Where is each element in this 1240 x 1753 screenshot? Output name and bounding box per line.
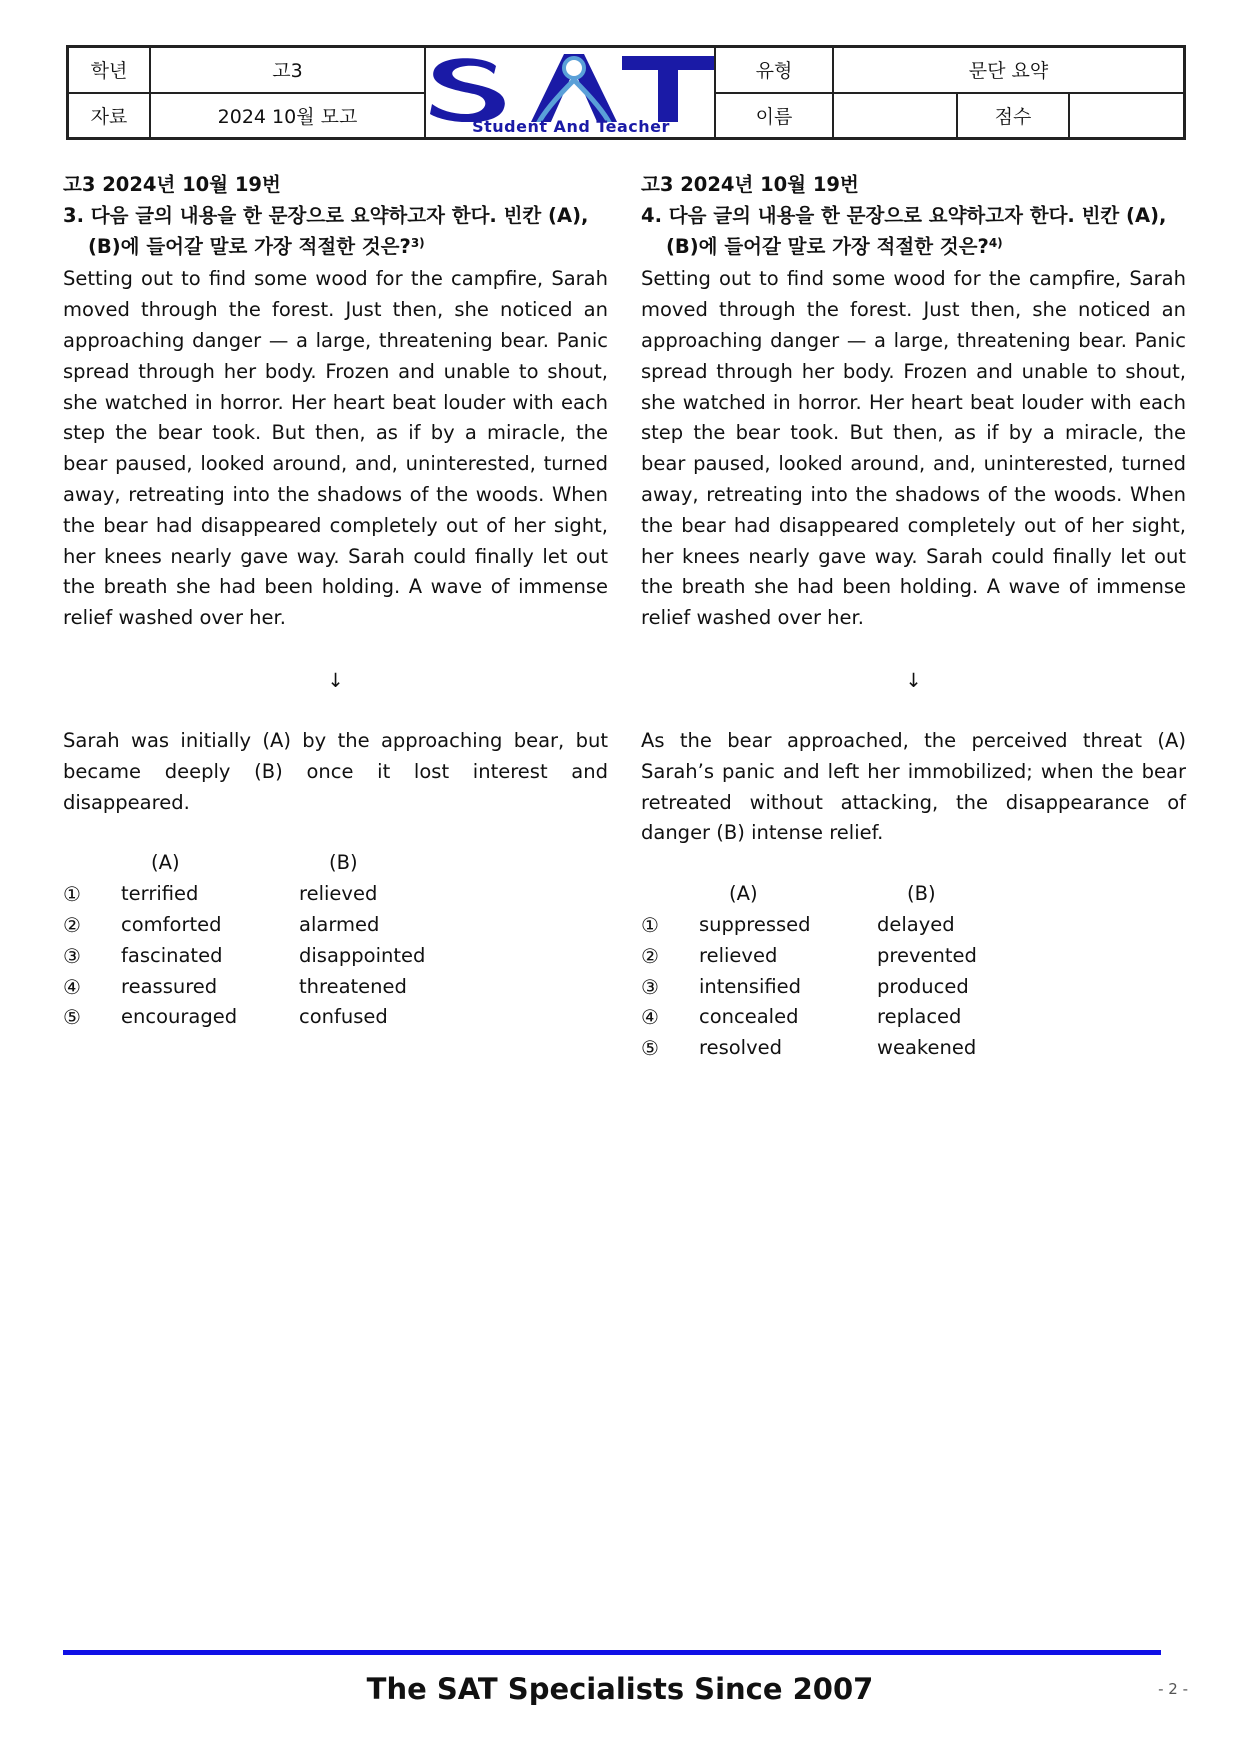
option-number: ④ xyxy=(641,1005,659,1030)
answer-option-1[interactable] xyxy=(641,910,1186,941)
options-header xyxy=(63,848,608,879)
answer-option-2[interactable] xyxy=(641,941,1186,972)
score-label: 점수 xyxy=(957,93,1069,139)
answer-option-4[interactable] xyxy=(63,972,608,1003)
option-a: reassured xyxy=(121,974,218,998)
footnote-marker: 3) xyxy=(410,235,425,250)
question-title-line1: 4. 다음 글의 내용을 한 문장으로 요약하고자 한다. 빈칸 (A), xyxy=(641,203,1167,227)
name-label: 이름 xyxy=(715,93,833,139)
answer-option-5[interactable] xyxy=(63,1002,608,1033)
option-b: disappointed xyxy=(299,943,426,967)
column-a-label: (A) xyxy=(151,851,180,875)
footer-divider xyxy=(63,1650,1161,1655)
option-number: ③ xyxy=(63,943,81,968)
option-a: encouraged xyxy=(121,1005,238,1029)
score-field[interactable] xyxy=(1069,93,1184,139)
answer-option-3[interactable] xyxy=(63,941,608,972)
option-number: ⑤ xyxy=(641,1036,659,1061)
question-4 xyxy=(641,170,1186,1064)
option-b: confused xyxy=(299,1005,388,1029)
down-arrow-icon: ↓ xyxy=(327,668,344,692)
options-header xyxy=(641,879,1186,910)
sat-logo xyxy=(425,47,715,138)
grade-label: 학년 xyxy=(68,47,150,93)
option-a: resolved xyxy=(699,1036,783,1060)
question-title-line2: (B)에 들어갈 말로 가장 적절한 것은? xyxy=(666,234,989,258)
option-b: alarmed xyxy=(299,912,380,936)
name-field[interactable] xyxy=(833,93,957,139)
answer-options xyxy=(63,848,608,1033)
grade-value: 고3 xyxy=(150,47,425,93)
answer-option-1[interactable] xyxy=(63,879,608,910)
option-b: produced xyxy=(877,974,969,998)
question-source: 고3 2024년 10월 19번 xyxy=(63,173,281,196)
summary-sentence: As the bear approached, the perceived threat (A) Sarah’s panic and left her immobilized; when the bear retreated without attacking, the disappearance of danger (B) intense relief. xyxy=(641,728,1186,845)
option-a: relieved xyxy=(699,943,778,967)
option-a: terrified xyxy=(121,882,199,906)
option-number: ① xyxy=(641,912,659,937)
answer-option-3[interactable] xyxy=(641,972,1186,1003)
option-number: ④ xyxy=(63,974,81,999)
option-b: threatened xyxy=(299,974,407,998)
option-b: prevented xyxy=(877,943,977,967)
source-label: 자료 xyxy=(68,93,150,139)
answer-option-5[interactable] xyxy=(641,1033,1186,1064)
footnote-marker: 4) xyxy=(988,235,1003,250)
column-b-label: (B) xyxy=(329,851,358,875)
type-value: 문단 요약 xyxy=(833,47,1184,93)
question-source: 고3 2024년 10월 19번 xyxy=(641,173,859,196)
page-number: - 2 - xyxy=(1158,1680,1188,1698)
option-a: suppressed xyxy=(699,912,811,936)
option-b: delayed xyxy=(877,912,955,936)
down-arrow-icon: ↓ xyxy=(905,668,922,692)
header-table xyxy=(66,45,1186,140)
logo-text: Student And Teacher xyxy=(472,117,670,136)
question-title xyxy=(641,201,1186,263)
question-title xyxy=(63,201,608,263)
option-a: comforted xyxy=(121,912,222,936)
question-title-line1: 3. 다음 글의 내용을 한 문장으로 요약하고자 한다. 빈칸 (A), xyxy=(63,203,589,227)
option-a: fascinated xyxy=(121,943,223,967)
summary-sentence: Sarah was initially (A) by the approaching bear, but became deeply (B) once it lost interest and disappeared. xyxy=(63,728,608,814)
option-number: ② xyxy=(641,943,659,968)
footer-slogan: The SAT Specialists Since 2007 xyxy=(366,1672,874,1706)
answer-option-4[interactable] xyxy=(641,1002,1186,1033)
passage: Setting out to find some wood for the campfire, Sarah moved through the forest. Just then, she noticed an approaching danger — a large, threatening bear. Panic spread through her body. Frozen and unable to shout, she watched in horror. Her heart beat louder with each step the bear took. But then, as if by a miracle, the bear paused, looked around, and, uninterested, turned away, retreating into the shadows of the woods. When the bear had disappeared completely out of her sight, her knees nearly gave way. Sarah could finally let out the breath she had been holding. A wave of immense relief washed over her. xyxy=(63,267,608,630)
type-label: 유형 xyxy=(715,47,833,93)
option-number: ② xyxy=(63,912,81,937)
option-number: ⑤ xyxy=(63,1005,81,1030)
column-a-label: (A) xyxy=(729,882,758,906)
passage: Setting out to find some wood for the campfire, Sarah moved through the forest. Just then, she noticed an approaching danger — a large, threatening bear. Panic spread through her body. Frozen and unable to shout, she watched in horror. Her heart beat louder with each step the bear took. But then, as if by a miracle, the bear paused, looked around, and, uninterested, turned away, retreating into the shadows of the woods. When the bear had disappeared completely out of her sight, her knees nearly gave way. Sarah could finally let out the breath she had been holding. A wave of immense relief washed over her. xyxy=(641,267,1186,630)
option-number: ① xyxy=(63,882,81,907)
option-b: replaced xyxy=(877,1005,962,1029)
question-title-line2: (B)에 들어갈 말로 가장 적절한 것은? xyxy=(88,234,411,258)
answer-option-2[interactable] xyxy=(63,910,608,941)
option-a: concealed xyxy=(699,1005,799,1029)
option-number: ③ xyxy=(641,974,659,999)
source-value: 2024 10월 모고 xyxy=(150,93,425,139)
option-a: intensified xyxy=(699,974,802,998)
option-b: relieved xyxy=(299,882,378,906)
column-b-label: (B) xyxy=(907,882,936,906)
answer-options xyxy=(641,879,1186,1064)
option-b: weakened xyxy=(877,1036,977,1060)
question-3 xyxy=(63,170,608,1033)
